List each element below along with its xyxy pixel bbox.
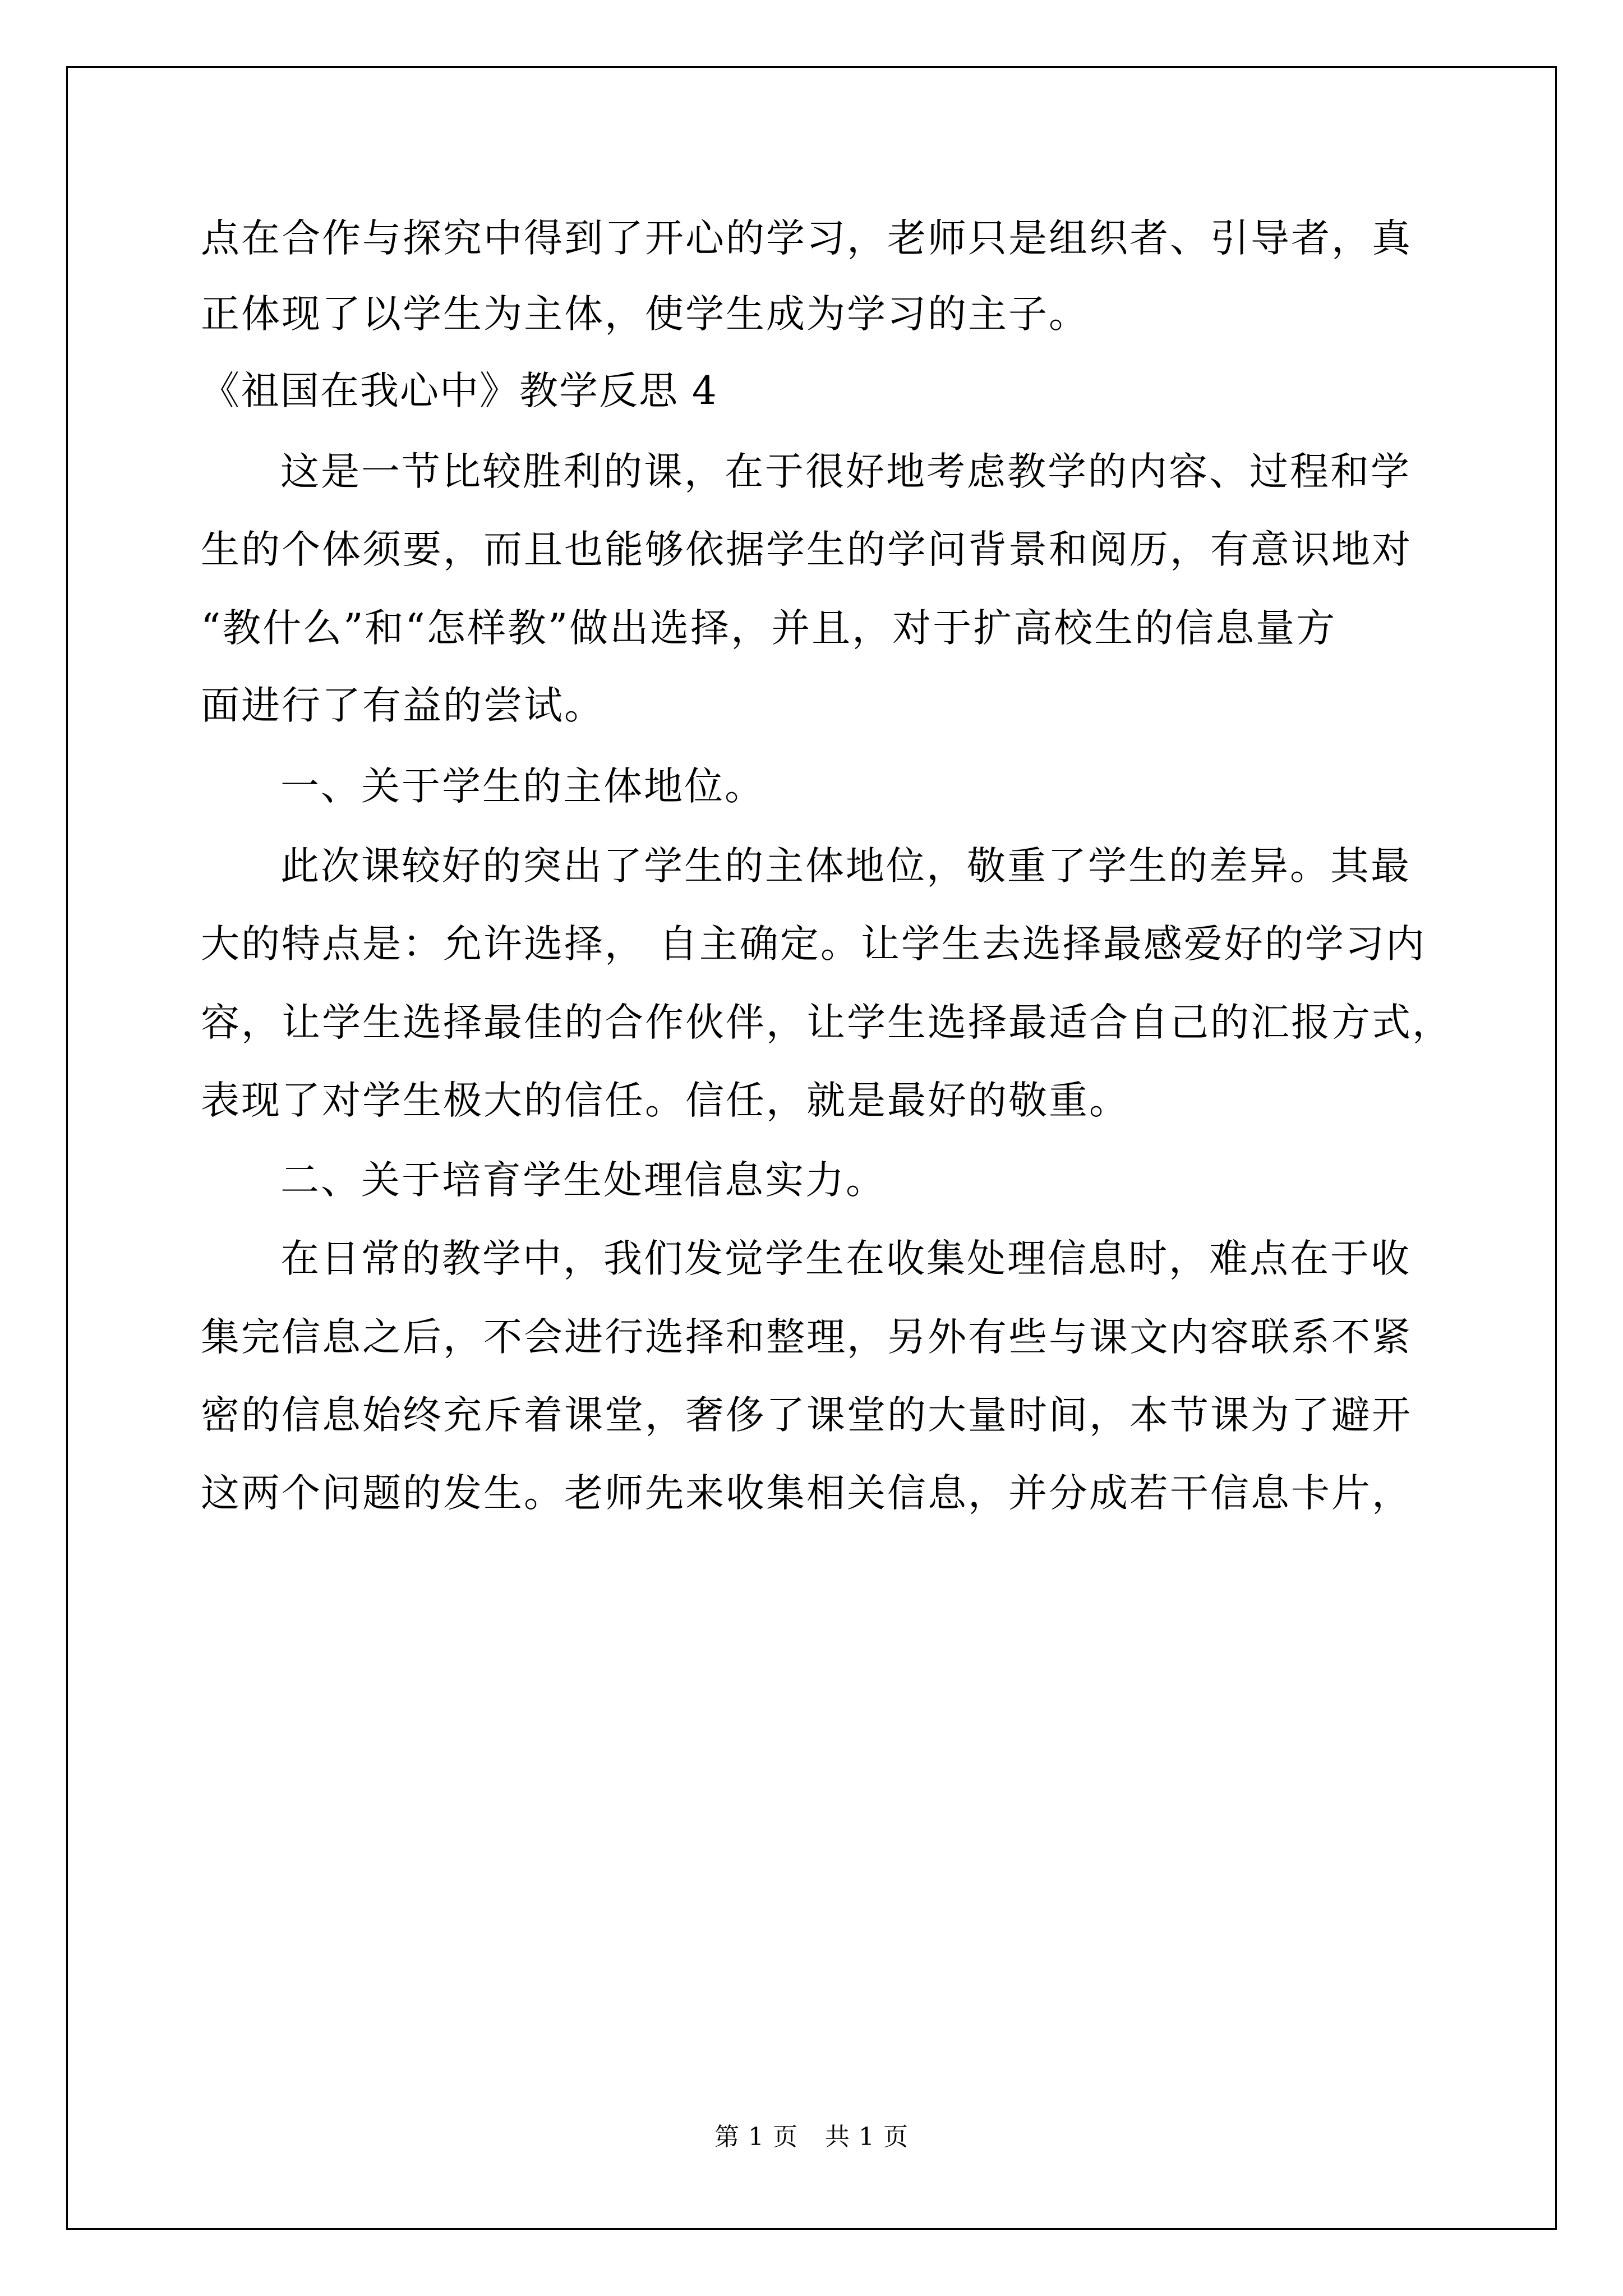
page-total: 共 1 页 bbox=[825, 2123, 909, 2151]
paragraph-line: 点在合作与探究中得到了开心的学习，老师只是组织者、引导者，真 bbox=[201, 216, 1412, 261]
section-heading: 一、关于学生的主体地位。 bbox=[280, 764, 765, 809]
paragraph-line: “教什么”和“怎样教”做出选择，并且，对于扩高校生的信息量方 bbox=[201, 606, 1337, 651]
section-heading: 二、关于培育学生处理信息实力。 bbox=[280, 1158, 886, 1203]
paragraph-line: 此次课较好的突出了学生的主体地位，敬重了学生的差异。其最 bbox=[280, 844, 1411, 889]
paragraph-line: 这是一节比较胜利的课，在于很好地考虑教学的内容、过程和学 bbox=[280, 449, 1411, 494]
section-title: 《祖国在我心中》教学反思 4 bbox=[201, 369, 718, 413]
paragraph-line: 容，让学生选择最佳的合作伙伴，让学生选择最适合自己的汇报方式， bbox=[201, 1000, 1453, 1045]
page-footer bbox=[0, 2120, 1623, 2154]
paragraph-line: 大的特点是：允许选择， 自主确定。让学生去选择最感爱好的学习内 bbox=[201, 922, 1426, 967]
paragraph-line: 这两个问题的发生。老师先来收集相关信息，并分成若干信息卡片， bbox=[201, 1471, 1412, 1516]
paragraph-line: 集完信息之后，不会进行选择和整理，另外有些与课文内容联系不紧 bbox=[201, 1315, 1412, 1360]
paragraph-line: 密的信息始终充斥着课堂，奢侈了课堂的大量时间，本节课为了避开 bbox=[201, 1393, 1412, 1438]
paragraph-line: 在日常的教学中，我们发觉学生在收集处理信息时，难点在于收 bbox=[280, 1236, 1411, 1281]
paragraph-line: 正体现了以学生为主体，使学生成为学习的主子。 bbox=[201, 292, 1089, 337]
paragraph-line: 表现了对学生极大的信任。信任，就是最好的敬重。 bbox=[201, 1078, 1129, 1123]
paragraph-line: 生的个体须要，而且也能够依据学生的学问背景和阅历，有意识地对 bbox=[201, 527, 1412, 572]
paragraph-line: 面进行了有益的尝试。 bbox=[201, 683, 605, 728]
page-number: 第 1 页 bbox=[714, 2123, 798, 2151]
